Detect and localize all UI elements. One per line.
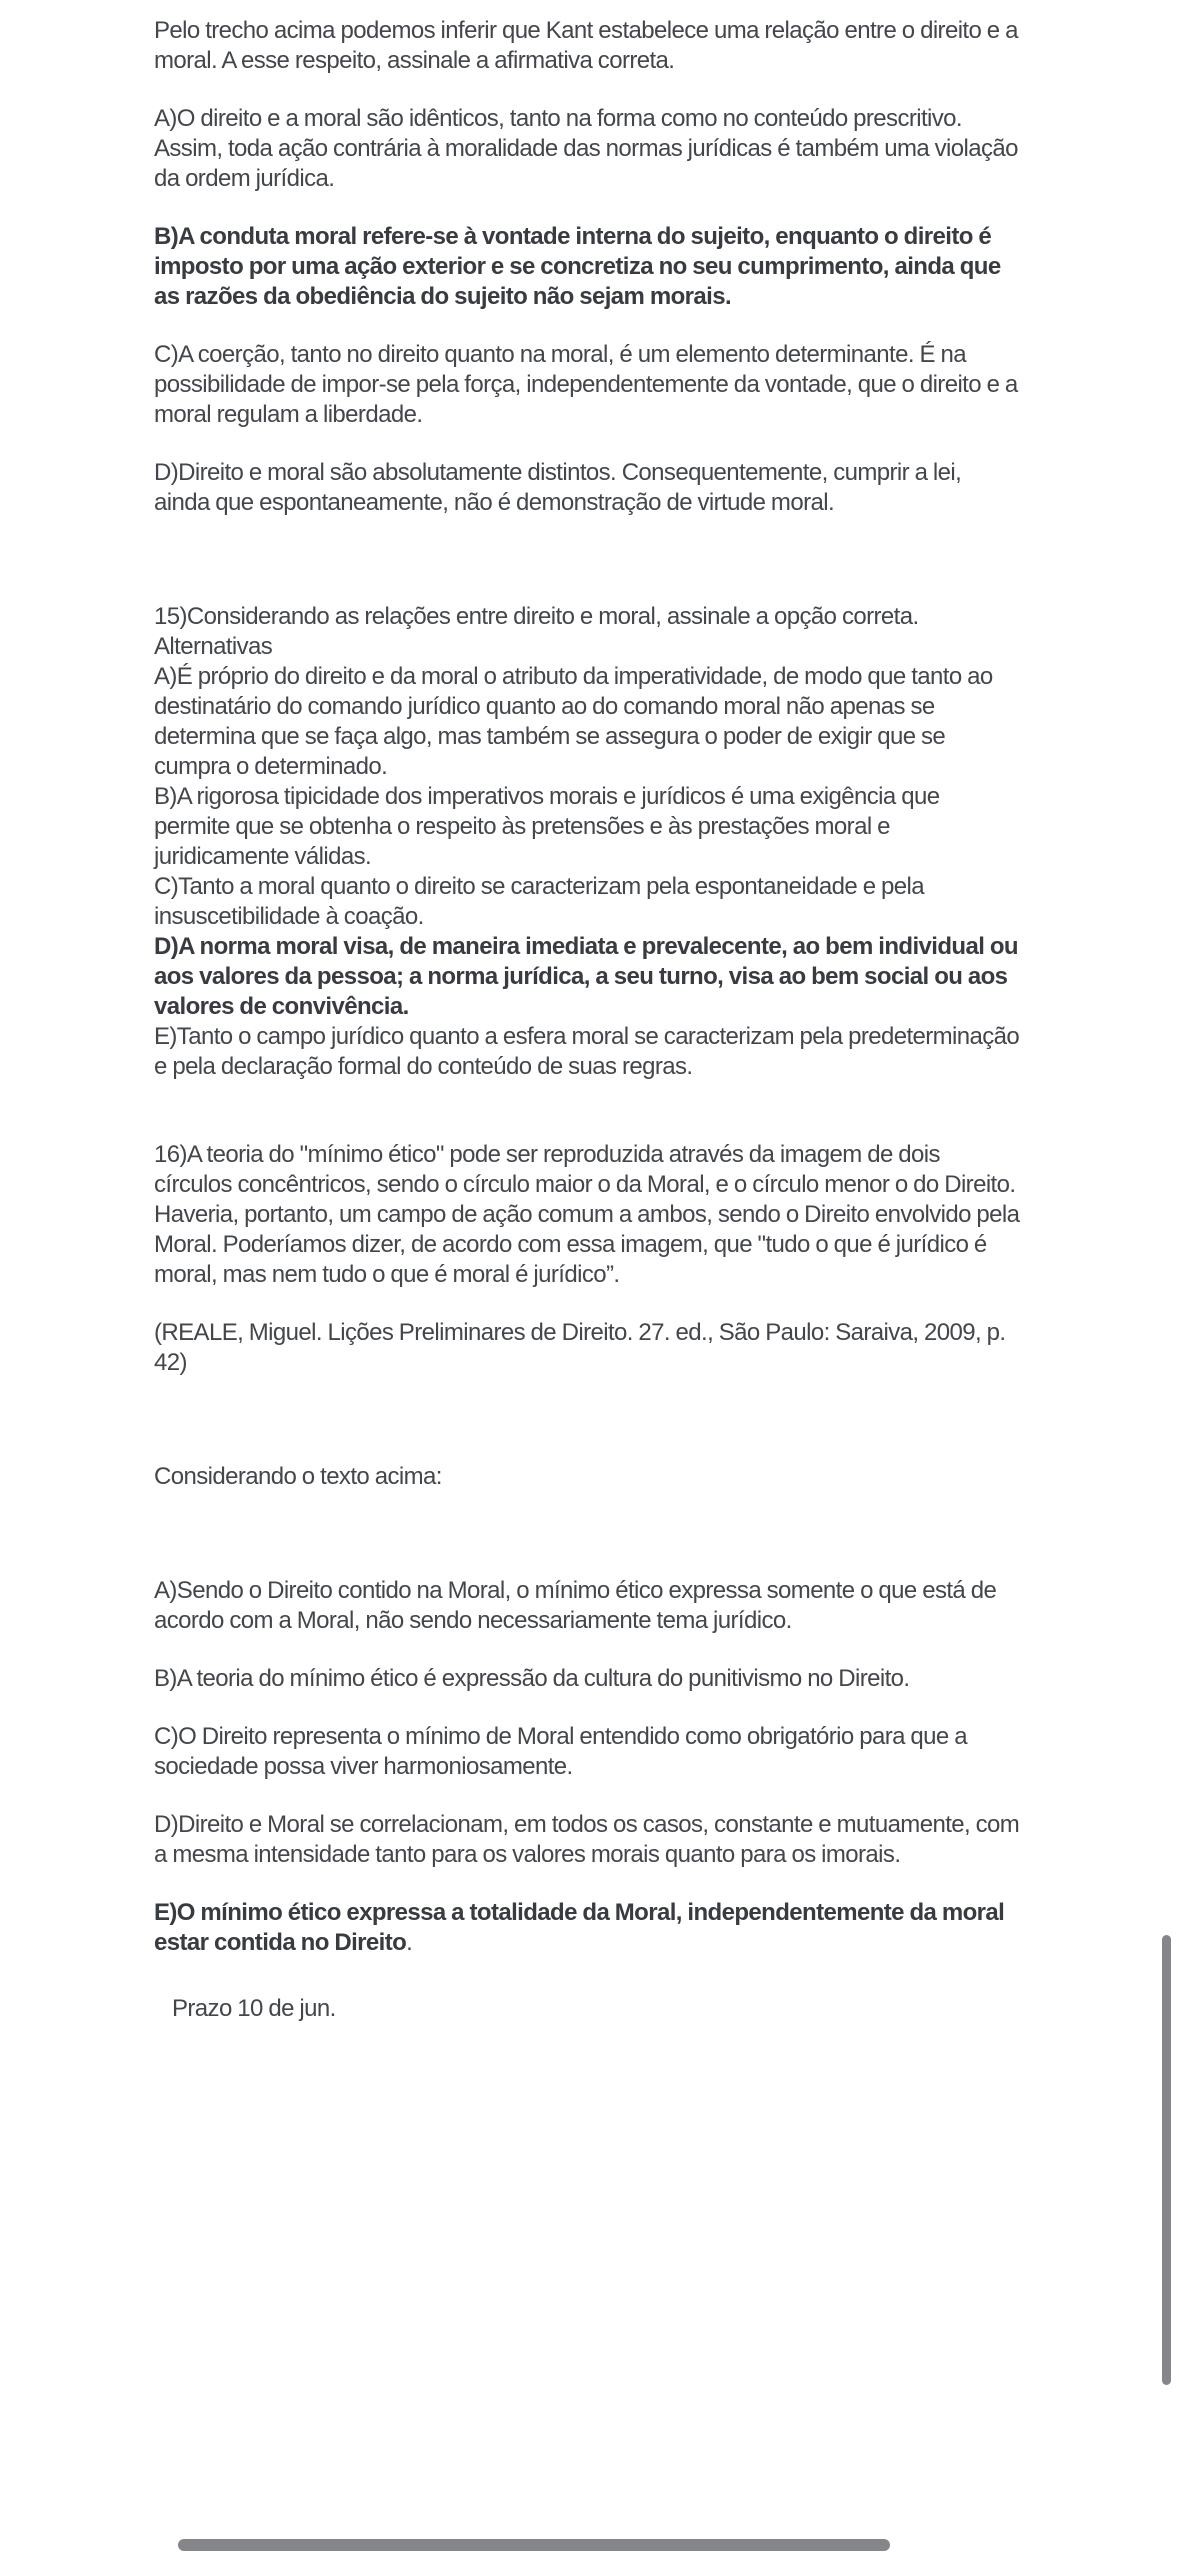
q15-option-c: C)Tanto a moral quanto o direito se caracterizam pela espontaneidade e pela insuscetibilidade à coação. (154, 873, 925, 930)
citation-reale: (REALE, Miguel. Lições Preliminares de Direito. 27. ed., São Paulo: Saraiva, 2009, p. 42) (154, 1319, 1006, 1376)
q15-option-a: A)É próprio do direito e da moral o atributo da imperatividade, de modo que tanto ao destinatário do comando jurídico quanto ao do comando moral não apenas se determina que se faça algo, mas também se assegura o poder de exigir que se cumpra o determinado. (154, 663, 993, 780)
q16-option-e-period: . (406, 1929, 413, 1956)
q16-option-b: B)A teoria do mínimo ético é expressão da cultura do punitivismo no Direito. (154, 1665, 910, 1692)
q15-option-e: E)Tanto o campo jurídico quanto a esfera moral se caracterizam pela predeterminação e pela declaração formal do conteúdo de suas regras. (154, 1023, 1020, 1080)
q15-option-d: D)A norma moral visa, de maneira imediata e prevalecente, ao bem individual ou aos valores da pessoa; a norma jurídica, a seu turno, visa ao bem social ou aos valores de convivência. (154, 933, 1018, 1020)
document-text-area (154, 16, 1020, 2024)
question-16-stem: 16)A teoria do "mínimo ético" pode ser reproduzida através da imagem de dois círculos concêntricos, sendo o círculo maior o da Moral, e o círculo menor o do Direito. Haveria, portanto, um campo de ação comum a ambos, sendo o Direito envolvido pela Moral. Poderíamos dizer, de acordo com essa imagem, que "tudo o que é jurídico é moral, mas nem tudo o que é moral é jurídico”. (154, 1141, 1020, 1288)
q15-option-b: B)A rigorosa tipicidade dos imperativos morais e jurídicos é uma exigência que permite que se obtenha o respeito às pretensões e às prestações moral e juridicamente válidas. (154, 783, 940, 870)
due-date-label: Prazo 10 de jun. (172, 1995, 336, 2022)
kant-option-d: D)Direito e moral são absolutamente distintos. Consequentemente, cumprir a lei, ainda que espontaneamente, não é demonstração de virtude moral. (154, 459, 962, 516)
kant-option-a: A)O direito e a moral são idênticos, tanto na forma como no conteúdo prescritivo. Assim, toda ação contrária à moralidade das normas jurídicas é também uma violação da ordem jurídica. (154, 105, 1018, 192)
q16-prompt: Considerando o texto acima: (154, 1463, 442, 1490)
kant-option-b: B)A conduta moral refere-se à vontade interna do sujeito, enquanto o direito é imposto por uma ação exterior e se concretiza no seu cumprimento, ainda que as razões da obediência do sujeito não sejam morais. (154, 223, 1001, 310)
q16-option-d: D)Direito e Moral se correlacionam, em todos os casos, constante e mutuamente, com a mesma intensidade tanto para os valores morais quanto para os imorais. (154, 1811, 1020, 1868)
vertical-scrollbar-thumb[interactable] (1162, 1935, 1171, 2385)
kant-question-intro: Pelo trecho acima podemos inferir que Kant estabelece uma relação entre o direito e a moral. A esse respeito, assinale a afirmativa correta. (154, 17, 1018, 74)
kant-option-c: C)A coerção, tanto no direito quanto na moral, é um elemento determinante. É na possibilidade de impor-se pela força, independentemente da vontade, que o direito e a moral regulam a liberdade. (154, 341, 1018, 428)
q16-option-e-bold-text: E)O mínimo ético expressa a totalidade da Moral, independentemente da moral estar contida no Direito (154, 1899, 1005, 1956)
horizontal-scrollbar-thumb[interactable] (178, 2539, 890, 2551)
q16-option-c: C)O Direito representa o mínimo de Moral entendido como obrigatório para que a sociedade possa viver harmoniosamente. (154, 1723, 967, 1780)
alternatives-label: Alternativas (154, 633, 273, 660)
q16-option-a: A)Sendo o Direito contido na Moral, o mínimo ético expressa somente o que está de acordo com a Moral, não sendo necessariamente tema jurídico. (154, 1577, 997, 1634)
question-15-stem: 15)Considerando as relações entre direito e moral, assinale a opção correta. (154, 603, 919, 630)
q16-option-e (154, 1898, 1020, 1958)
